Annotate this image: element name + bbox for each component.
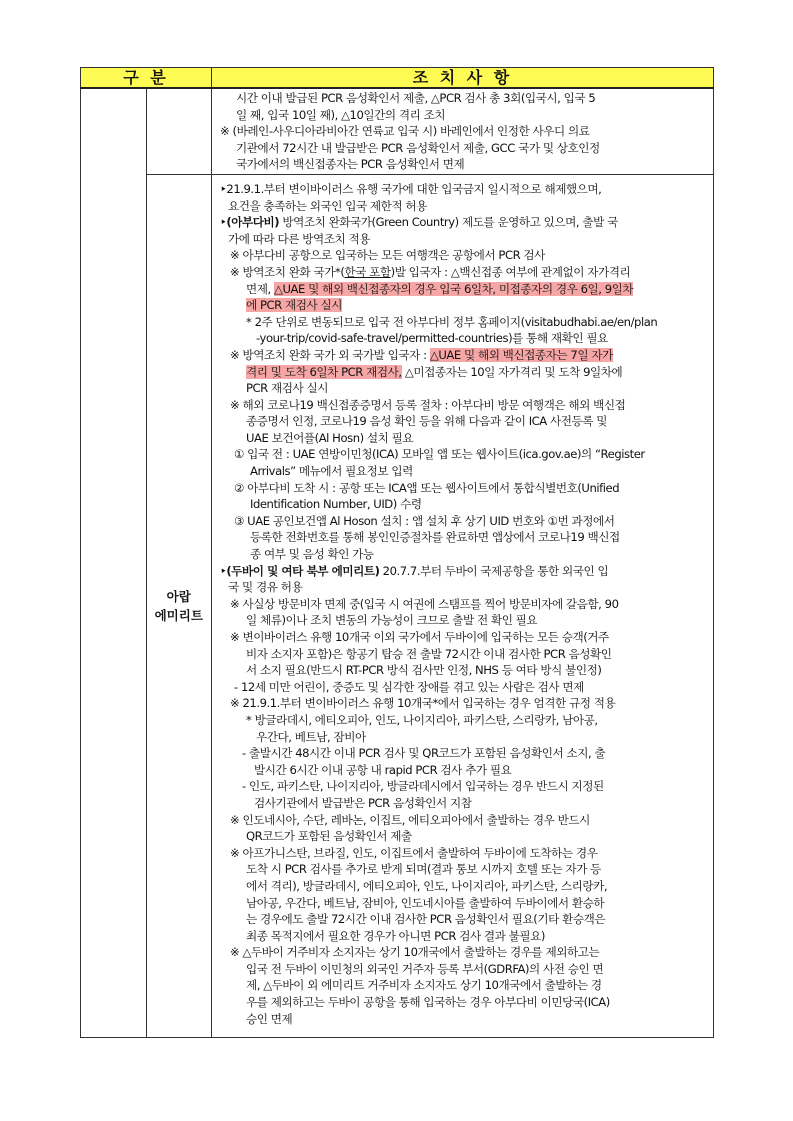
text-line: ③ UAE 공인보건앱 Al Hoson 설치 : 앱 설치 후 상기 UID 번호와 ①번 과정에서 bbox=[234, 513, 615, 528]
text-span: 면제, bbox=[246, 281, 274, 296]
text-line: 에서 격리), 방글라데시, 에티오피아, 인도, 나이지리아, 파키스탄, 스리랑카, bbox=[246, 878, 608, 893]
country-cell-uae bbox=[146, 174, 212, 1037]
text-line bbox=[220, 297, 703, 314]
text-span: △미접종자는 10일 자가격리 및 도착 9일차에 bbox=[401, 364, 623, 379]
text-line: ※ (바레인-사우디아라비아간 연륙교 입국 시) 바레인에서 인정한 사우디 의료 bbox=[220, 124, 590, 139]
text-line: 일 째, 입국 10일 째), △10일간의 격리 조치 bbox=[236, 107, 446, 122]
text-line: * 방글라데시, 에티오피아, 인도, 나이지리아, 파키스탄, 스리랑카, 남아공, bbox=[246, 712, 598, 727]
text-line: ※ 아프가니스탄, 브라질, 인도, 이집트에서 출발하여 두바이에 도착하는 경우 bbox=[230, 845, 598, 860]
text-line: 제, △두바이 외 에미리트 거주비자 소지자도 상기 10개국에서 출발하는 경 bbox=[246, 978, 602, 993]
text-line: 최종 목적지에서 필요한 경우가 아니면 PCR 검사 결과 불필요) bbox=[246, 928, 545, 943]
text-span: )발 입국자 : △백신접종 여부에 관계없이 자가격리 bbox=[390, 264, 631, 279]
text-line: UAE 보건어플(Al Hosn) 설치 필요 bbox=[246, 430, 414, 445]
text-line bbox=[220, 364, 703, 381]
text-line: 우간다, 베트남, 잠비아 bbox=[256, 729, 366, 744]
country-name-line1: 아랍 bbox=[166, 589, 191, 605]
text-line: ※ 아부다비 공항으로 입국하는 모든 여행객은 공항에서 PCR 검사 bbox=[230, 248, 545, 263]
text-line bbox=[220, 347, 703, 364]
text-line: * 2주 단위로 변동되므로 입국 전 아부다비 정부 홈페이지(visitabudhabi.ae/en/plan bbox=[246, 314, 658, 329]
region-cell bbox=[81, 88, 147, 1038]
highlighted-text: △UAE 및 해외 백신접종자의 경우 입국 6일차, 미접종자의 경우 6일, 9일차 bbox=[273, 281, 634, 296]
text-line: 국 및 경유 허용 bbox=[228, 580, 303, 595]
text-line: ※ 변이바이러스 유행 10개국 이외 국가에서 두바이에 입국하는 모든 승객(거주 bbox=[230, 630, 609, 644]
country-name-line2: 에미리트 bbox=[154, 608, 203, 624]
highlighted-text: △UAE 및 해외 백신접종자는 7일 자가 bbox=[429, 347, 613, 362]
text-line: ② 아부다비 도착 시 : 공항 또는 ICA앱 또는 웹사이트에서 통합식별번호(Unified bbox=[234, 480, 620, 495]
text-span: 방역조치 완화국가(Green Country) 제도를 운영하고 있으며, 출발 국 bbox=[279, 215, 618, 230]
text-line: QR코드가 포함된 음성확인서 제출 bbox=[246, 829, 412, 844]
text-line: Arrivals” 메뉴에서 필요정보 입력 bbox=[250, 464, 413, 479]
text-line: -your-trip/covid-safe-travel/permitted-countries)를 통해 재확인 필요 bbox=[256, 331, 608, 346]
text-line: 승인 면제 bbox=[246, 1011, 293, 1026]
text-line: ‣(두바이 및 여타 북부 에미리트) 20.7.7.부터 두바이 국제공항을 통한 외국인 입 bbox=[220, 563, 609, 578]
text-line: 도착 시 PCR 검사를 추가로 받게 되며(결과 통보 시까지 호텔 또는 자가 등 bbox=[246, 862, 601, 877]
text-line: 시간 이내 발급된 PCR 음성확인서 제출, △PCR 검사 총 3회(입국시, 입국 5 bbox=[236, 91, 596, 105]
text-line: 는 경우에도 출발 72시간 이내 검사한 PCR 음성확인서 필요(기타 환승객은 bbox=[246, 912, 606, 927]
text-line: PCR 재검사 실시 bbox=[246, 381, 329, 396]
text-line: 발시간 6시간 이내 공항 내 rapid PCR 검사 추가 필요 bbox=[254, 762, 512, 777]
text-line: 검사기관에서 발급받은 PCR 음성확인서 지참 bbox=[254, 795, 472, 810]
text-line: - 12세 미만 어린이, 중증도 및 심각한 장애를 겪고 있는 사람은 검사 면제 bbox=[234, 679, 584, 694]
table-header-row bbox=[81, 68, 714, 89]
text-span: ※ 방역조치 완화 국가 외 국가발 입국자 : bbox=[230, 347, 430, 362]
text-line: ※ 인도네시아, 수단, 레바논, 이집트, 에티오피아에서 출발하는 경우 반드시 bbox=[230, 812, 590, 827]
abudhabi-heading: (아부다비) bbox=[226, 215, 280, 230]
measures-cell-prev bbox=[212, 88, 714, 174]
highlighted-text: 에 PCR 재검사 실시 bbox=[246, 298, 342, 313]
text-line: ① 입국 전 : UAE 연방이민청(ICA) 모바일 앱 또는 웹사이트(ica.gov.ae)의 “Register bbox=[234, 447, 645, 462]
header-measures: 조 치 사 항 bbox=[212, 68, 714, 89]
underlined-text: 한국 포함 bbox=[344, 264, 391, 279]
header-category: 구 분 bbox=[81, 68, 212, 89]
measures-cell-uae bbox=[212, 174, 714, 1037]
text-line: 등록한 전화번호를 통해 봉인인증절차를 완료하면 앱상에서 코로나19 백신접 bbox=[250, 530, 620, 545]
text-line: 종 여부 및 음성 확인 가능 bbox=[250, 547, 374, 562]
text-span: 20.7.7.부터 두바이 국제공항을 통한 외국인 입 bbox=[379, 563, 609, 578]
text-line: ‣(아부다비) 방역조치 완화국가(Green Country) 제도를 운영하고 있으며, 출발 국 bbox=[220, 215, 618, 230]
text-line: 비자 소지자 포함)은 항공기 탑승 전 출발 72시간 이내 검사한 PCR 음성확인 bbox=[246, 646, 612, 661]
text-line: 종증명서 인정, 코로나19 음성 확인 등을 위해 다음과 같이 ICA 사전등록 및 bbox=[246, 414, 608, 429]
table-row bbox=[81, 174, 714, 1037]
document-page bbox=[80, 67, 714, 1038]
text-line: Identification Number, UID) 수령 bbox=[250, 497, 422, 512]
text-line bbox=[220, 264, 703, 281]
country-cell-prev bbox=[146, 88, 212, 174]
text-line: 가에 따라 다른 방역조치 적용 bbox=[228, 231, 370, 246]
table-row bbox=[81, 88, 714, 174]
text-line: 기관에서 72시간 내 발급받은 PCR 음성확인서 제출, GCC 국가 및 상호인정 bbox=[236, 140, 600, 155]
text-line: - 인도, 파키스탄, 나이지리아, 방글라데시에서 입국하는 경우 반드시 지정된 bbox=[242, 779, 604, 794]
text-line: ※ △두바이 거주비자 소지자는 상기 10개국에서 출발하는 경우를 제외하고는 bbox=[230, 945, 600, 960]
text-line: 입국 전 두바이 이민청의 외국인 거주자 등록 부서(GDRFA)의 사전 승인 면 bbox=[246, 961, 604, 976]
text-line: ※ 해외 코로나19 백신접종증명서 등록 절차 : 아부다비 방문 여행객은 해외 백신접 bbox=[230, 397, 626, 412]
text-span: ※ 방역조치 완화 국가*( bbox=[230, 264, 345, 279]
text-line: - 출발시간 48시간 이내 PCR 검사 및 QR코드가 포함된 음성확인서 소지, 출 bbox=[242, 746, 606, 761]
text-line: 요건을 충족하는 외국인 입국 제한적 허용 bbox=[228, 198, 427, 213]
dubai-heading: (두바이 및 여타 북부 에미리트) bbox=[226, 563, 380, 578]
text-line: 일 체류)이나 조치 변동의 가능성이 크므로 출발 전 확인 필요 bbox=[246, 613, 538, 628]
measures-table bbox=[80, 67, 714, 1038]
text-line: ※ 21.9.1.부터 변이바이러스 유행 10개국*에서 입국하는 경우 엄격한 규정 적용 bbox=[230, 696, 616, 711]
text-line: 서 소지 필요(반드시 RT-PCR 방식 검사만 인정, NHS 등 여타 방식 불인정) bbox=[246, 663, 602, 678]
text-line: 국가에서의 백신접종자는 PCR 음성확인서 면제 bbox=[236, 157, 465, 172]
highlighted-text: 격리 및 도착 6일차 PCR 재검사, bbox=[246, 364, 402, 379]
text-line: ※ 사실상 방문비자 면제 중(입국 시 여권에 스탬프를 찍어 방문비자에 갈음함, 90 bbox=[230, 596, 619, 611]
text-line: ‣21.9.1.부터 변이바이러스 유행 국가에 대한 입국금지 일시적으로 해제했으며, bbox=[220, 181, 602, 196]
text-line: 남아공, 우간다, 베트남, 잠비아, 인도네시아를 출발하여 두바이에서 환승하 bbox=[246, 895, 605, 910]
text-line bbox=[220, 281, 703, 298]
text-line: 우를 제외하고는 두바이 공항을 통해 입국하는 경우 아부다비 이민당국(ICA) bbox=[246, 995, 610, 1010]
